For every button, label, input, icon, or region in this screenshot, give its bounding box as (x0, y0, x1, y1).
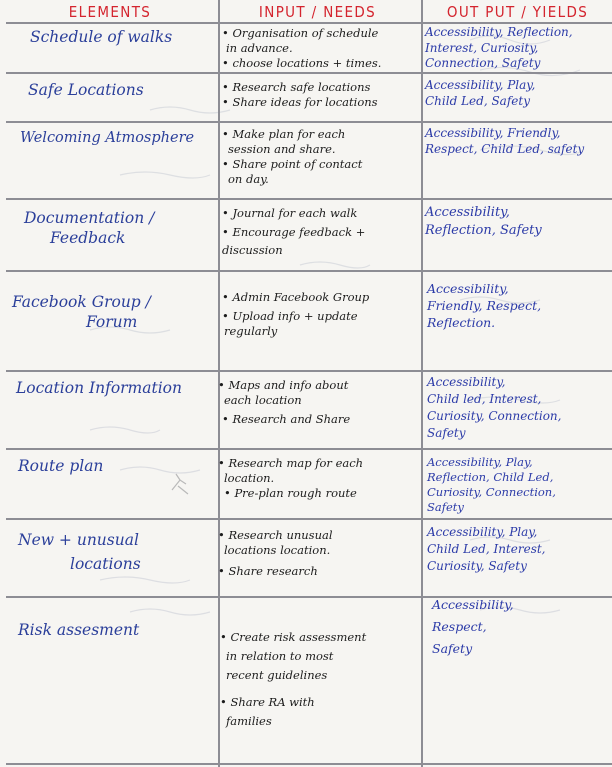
element-label (30, 27, 172, 47)
element-label-line: Risk assesment (18, 621, 140, 639)
input-line: • Maps and info about (218, 378, 349, 392)
output-line: Child led, Interest, (427, 392, 542, 406)
input-line: regularly (224, 324, 278, 338)
input-line: • Share point of contact (222, 157, 363, 171)
grid-vertical-right (421, 0, 423, 767)
input-needs-cell (222, 290, 369, 339)
output-line: Accessibility, Friendly, (425, 126, 561, 140)
input-line: • Share ideas for locations (222, 95, 378, 109)
grid-horizontal (6, 121, 612, 123)
input-line: • Research unusual (218, 528, 333, 542)
output-line: Accessibility, (425, 205, 510, 220)
output-line: Friendly, Respect, (427, 298, 542, 313)
input-line: • Organisation of schedule (222, 26, 379, 40)
input-line: • Encourage feedback + (222, 225, 366, 239)
output-line: Accessibility, Reflection, (425, 25, 573, 39)
input-needs-cell (218, 528, 333, 579)
grid-horizontal (6, 270, 612, 272)
output-yields-cell (425, 25, 573, 72)
input-line: • Research safe locations (222, 80, 371, 94)
element-label (18, 456, 103, 476)
input-line: recent guidelines (226, 668, 328, 682)
pen-doodle (166, 470, 194, 498)
output-line: Reflection, Safety (425, 223, 542, 238)
output-line: Child Led, Interest, (427, 542, 546, 556)
input-line: in relation to most (226, 649, 334, 663)
output-line: Curiosity, Safety (427, 559, 527, 573)
element-label (28, 80, 144, 100)
grid-horizontal (6, 370, 612, 372)
output-line: Reflection, Child Led, (427, 470, 554, 484)
grid-horizontal (6, 198, 612, 200)
element-label (24, 208, 154, 248)
output-line: Accessibility, (427, 281, 509, 296)
element-label-line: Route plan (18, 457, 104, 475)
output-line: Accessibility, Play, (427, 525, 538, 539)
element-label-line: Schedule of walks (30, 28, 173, 46)
output-line: Accessibility, (427, 375, 506, 389)
input-line: • Admin Facebook Group (222, 290, 370, 304)
grid-horizontal (6, 518, 612, 520)
input-needs-cell (222, 206, 365, 258)
input-line: • choose locations + times. (222, 56, 382, 70)
input-needs-cell (220, 628, 366, 731)
input-line: session and share. (228, 142, 336, 156)
input-line: • Create risk assessment (220, 630, 367, 644)
header-input-needs: INPUT / NEEDS (258, 3, 377, 21)
output-yields-cell (425, 78, 535, 109)
element-label-line: Facebook Group / (12, 293, 151, 311)
input-needs-cell (222, 26, 381, 71)
grid-horizontal (6, 763, 612, 765)
output-line: Safety (427, 500, 464, 514)
output-line: Child Led, Safety (425, 93, 530, 108)
output-yields-cell (427, 280, 541, 331)
element-label-line: Documentation / (24, 209, 155, 227)
element-label (16, 378, 182, 398)
input-line: • Make plan for each (222, 127, 346, 141)
output-yields-cell (425, 126, 584, 157)
output-yields-cell (425, 204, 542, 240)
output-line: Connection, Safety (425, 56, 541, 70)
input-line: families (226, 714, 272, 728)
element-label-line: Safe Locations (28, 81, 144, 99)
output-line: Respect, (432, 619, 487, 634)
input-needs-cell (218, 456, 363, 501)
input-line: locations location. (224, 543, 331, 557)
output-line: Accessibility, (432, 597, 514, 612)
grid-horizontal (6, 72, 612, 74)
input-line: discussion (222, 243, 283, 257)
input-line: • Research and Share (222, 412, 351, 426)
element-label-line: Feedback (50, 229, 126, 247)
input-needs-cell (222, 127, 362, 187)
element-label-line: locations (70, 555, 141, 573)
input-line: • Share research (218, 564, 318, 578)
input-line: location. (224, 471, 275, 485)
input-line: • Upload info + update (222, 309, 358, 323)
input-line: • Share RA with (220, 695, 315, 709)
input-line: in advance. (226, 41, 293, 55)
output-yields-cell (427, 524, 546, 575)
input-line: • Research map for each (218, 456, 364, 470)
element-label (18, 620, 139, 640)
element-label (12, 292, 151, 332)
output-yields-cell (427, 455, 556, 515)
element-label-line: Welcoming Atmosphere (20, 130, 195, 146)
output-line: Accessibility, Play, (427, 455, 533, 469)
grid-horizontal (6, 448, 612, 450)
grid-horizontal (6, 22, 612, 24)
input-line: each location (224, 393, 302, 407)
output-line: Curiosity, Connection, (427, 485, 556, 499)
output-line: Curiosity, Connection, (427, 409, 562, 423)
output-yields-cell (432, 594, 514, 660)
element-label-line: New + unusual (18, 531, 139, 549)
input-line: • Journal for each walk (222, 206, 358, 220)
element-label (20, 128, 194, 148)
input-needs-cell (218, 378, 350, 427)
input-needs-cell (222, 80, 378, 110)
output-yields-cell (427, 374, 561, 442)
element-label-line: Location Information (16, 379, 182, 397)
header-elements: ELEMENTS (68, 3, 152, 21)
element-label (18, 528, 141, 576)
input-line: • Pre-plan rough route (224, 486, 357, 500)
element-label-line: Forum (86, 313, 138, 331)
output-line: Accessibility, Play, (425, 78, 536, 92)
header-output-yields: OUT PUT / YIELDS (446, 3, 589, 21)
output-line: Reflection. (427, 315, 496, 330)
grid-horizontal (6, 596, 612, 598)
output-line: Respect, Child Led, safety (425, 141, 585, 156)
output-line: Safety (427, 426, 466, 440)
input-line: on day. (228, 172, 269, 186)
output-line: Safety (432, 641, 473, 656)
output-line: Interest, Curiosity, (425, 40, 539, 55)
